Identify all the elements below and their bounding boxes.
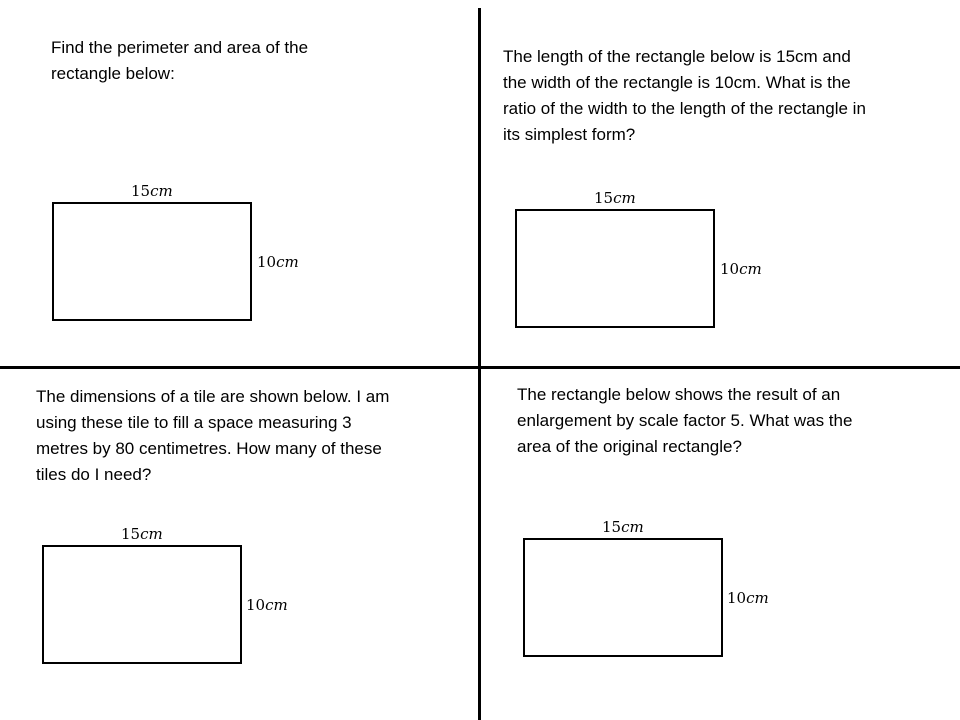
width-label <box>246 596 288 614</box>
length-value: 15 <box>131 182 151 200</box>
length-unit: cm <box>150 182 173 200</box>
question-line: enlargement by scale factor 5. What was the <box>517 411 853 430</box>
rectangle-diagram <box>42 545 242 664</box>
question-line: area of the original rectangle? <box>517 437 742 456</box>
width-unit: cm <box>265 596 288 614</box>
width-label <box>727 589 769 607</box>
width-unit: cm <box>739 260 762 278</box>
width-value: 10 <box>246 596 266 614</box>
length-label <box>121 525 163 543</box>
width-label <box>257 253 299 271</box>
question-line: ratio of the width to the length of the rectangle in <box>503 99 866 118</box>
length-value: 15 <box>594 189 614 207</box>
width-value: 10 <box>257 253 277 271</box>
question-line: the width of the rectangle is 10cm. What is the <box>503 73 851 92</box>
horizontal-divider <box>0 366 960 369</box>
question-line: metres by 80 centimetres. How many of these <box>36 439 382 458</box>
question-line: The rectangle below shows the result of an <box>517 385 841 404</box>
width-unit: cm <box>746 589 769 607</box>
length-label <box>594 189 636 207</box>
question-text <box>517 382 852 460</box>
length-unit: cm <box>621 518 644 536</box>
question-line: rectangle below: <box>51 64 175 83</box>
length-unit: cm <box>613 189 636 207</box>
width-value: 10 <box>727 589 747 607</box>
question-line: The length of the rectangle below is 15cm and <box>503 47 851 66</box>
length-label <box>131 182 173 200</box>
question-line: its simplest form? <box>503 125 636 144</box>
rectangle-diagram <box>515 209 715 328</box>
question-text <box>503 44 866 148</box>
length-label <box>602 518 644 536</box>
width-value: 10 <box>720 260 740 278</box>
question-text <box>51 35 308 87</box>
length-unit: cm <box>140 525 163 543</box>
question-line: using these tile to fill a space measuring 3 <box>36 413 352 432</box>
question-line: tiles do I need? <box>36 465 152 484</box>
width-unit: cm <box>276 253 299 271</box>
question-line: The dimensions of a tile are shown below. I am <box>36 387 390 406</box>
question-line: Find the perimeter and area of the <box>51 38 309 57</box>
question-text <box>36 384 389 488</box>
length-value: 15 <box>602 518 622 536</box>
rectangle-diagram <box>523 538 723 657</box>
width-label <box>720 260 762 278</box>
vertical-divider <box>478 8 481 720</box>
rectangle-diagram <box>52 202 252 321</box>
length-value: 15 <box>121 525 141 543</box>
